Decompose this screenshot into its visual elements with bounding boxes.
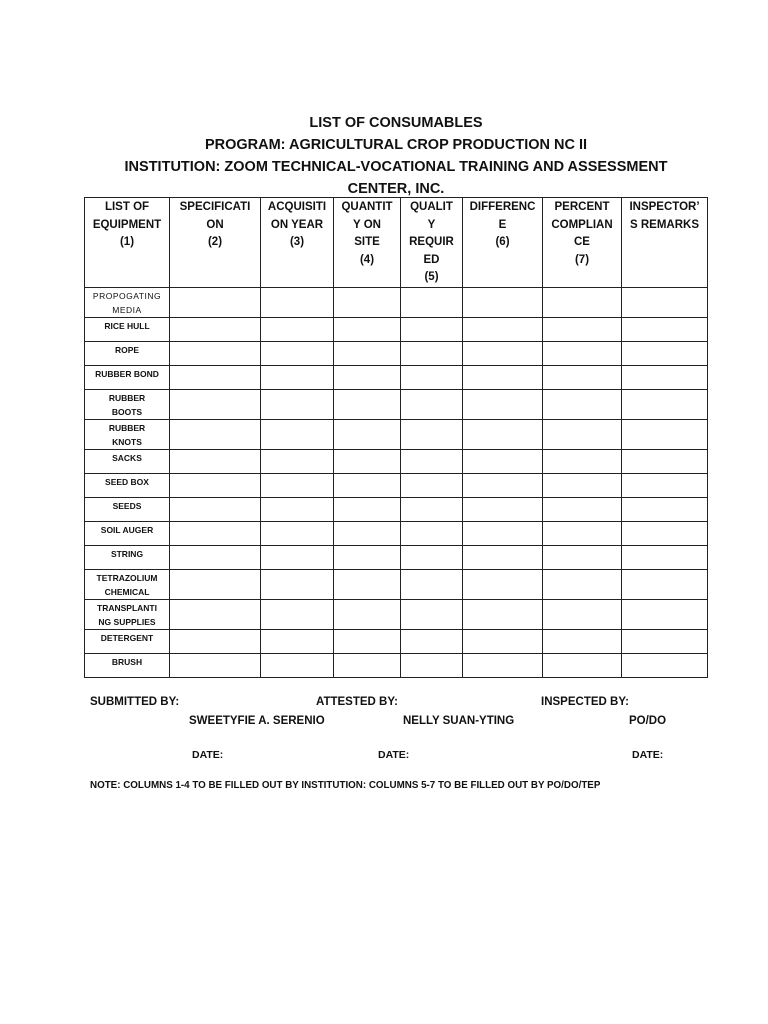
blank-entry-cell[interactable] — [463, 522, 543, 546]
blank-entry-cell[interactable] — [261, 342, 334, 366]
column-header-text: ON YEAR — [270, 218, 324, 231]
blank-entry-cell[interactable] — [543, 600, 622, 630]
blank-entry-cell[interactable] — [622, 288, 708, 318]
equipment-name-text: DETERGENT — [100, 633, 154, 643]
blank-entry-cell[interactable] — [334, 366, 401, 390]
blank-entry-cell[interactable] — [463, 630, 543, 654]
blank-entry-cell[interactable] — [622, 498, 708, 522]
column-header-text: (5) — [424, 271, 439, 283]
equipment-name-text: TETRAZOLIUM — [96, 573, 158, 583]
column-header-4 — [334, 198, 401, 288]
blank-entry-cell[interactable] — [170, 342, 261, 366]
blank-entry-cell[interactable] — [622, 318, 708, 342]
title-line-3: INSTITUTION: ZOOM TECHNICAL-VOCATIONAL TRAINING AND ASSESSMENT — [124, 159, 668, 175]
blank-entry-cell[interactable] — [543, 654, 622, 678]
blank-entry-cell[interactable] — [334, 570, 401, 600]
column-header-text: INSPECTOR’ — [629, 201, 700, 213]
blank-entry-cell[interactable] — [463, 390, 543, 420]
equipment-name-cell — [85, 288, 170, 318]
equipment-name-text: SEED BOX — [105, 477, 149, 487]
table-row — [85, 546, 708, 570]
blank-entry-cell[interactable] — [543, 318, 622, 342]
blank-entry-cell[interactable] — [170, 288, 261, 318]
column-header-text: QUALIT — [410, 201, 453, 213]
column-header-text: (2) — [207, 236, 223, 248]
attested-by-label: ATTESTED BY: — [316, 696, 398, 708]
blank-entry-cell[interactable] — [334, 600, 401, 630]
blank-entry-cell[interactable] — [543, 390, 622, 420]
column-header-6 — [463, 198, 543, 288]
blank-entry-cell[interactable] — [463, 318, 543, 342]
equipment-name-cell — [85, 318, 170, 342]
column-header-text: Y ON — [353, 218, 381, 231]
submitted-date-label: DATE: — [192, 749, 224, 761]
blank-entry-cell[interactable] — [622, 522, 708, 546]
blank-entry-cell[interactable] — [334, 420, 401, 450]
blank-entry-cell[interactable] — [463, 342, 543, 366]
equipment-name-cell — [85, 654, 170, 678]
table-row — [85, 630, 708, 654]
blank-entry-cell[interactable] — [622, 654, 708, 678]
equipment-name-cell — [85, 570, 170, 600]
equipment-name-text: SACKS — [112, 453, 142, 463]
equipment-name-text: BRUSH — [111, 657, 143, 667]
blank-entry-cell[interactable] — [261, 420, 334, 450]
table-row — [85, 288, 708, 318]
blank-entry-cell[interactable] — [622, 390, 708, 420]
equipment-name-text: MEDIA — [112, 305, 142, 315]
blank-entry-cell[interactable] — [170, 318, 261, 342]
blank-entry-cell[interactable] — [463, 546, 543, 570]
blank-entry-cell[interactable] — [261, 366, 334, 390]
blank-entry-cell[interactable] — [261, 522, 334, 546]
inspected-date-label: DATE: — [632, 749, 664, 761]
inspected-by-name: PO/DO — [629, 715, 667, 727]
blank-entry-cell[interactable] — [463, 288, 543, 318]
column-header-8 — [622, 198, 708, 288]
blank-entry-cell[interactable] — [543, 366, 622, 390]
equipment-name-text: RICE HULL — [104, 321, 150, 331]
blank-entry-cell[interactable] — [401, 474, 463, 498]
equipment-name-cell — [85, 420, 170, 450]
blank-entry-cell[interactable] — [334, 390, 401, 420]
equipment-name-cell — [85, 366, 170, 390]
column-header-text: ACQUISITI — [267, 201, 327, 213]
blank-entry-cell[interactable] — [622, 570, 708, 600]
equipment-name-text: RUBBER — [108, 393, 146, 403]
blank-entry-cell[interactable] — [401, 450, 463, 474]
column-header-text: EQUIPMENT — [92, 218, 162, 231]
blank-entry-cell[interactable] — [543, 498, 622, 522]
column-header-text: QUANTIT — [341, 201, 393, 213]
table-header-row — [85, 198, 708, 288]
footer-note: NOTE: COLUMNS 1-4 TO BE FILLED OUT BY INSTITUTION: COLUMNS 5-7 TO BE FILLED OUT BY PO/DO/TEP — [90, 780, 601, 791]
equipment-name-text: KNOTS — [112, 437, 142, 447]
blank-entry-cell[interactable] — [170, 474, 261, 498]
blank-entry-cell[interactable] — [463, 654, 543, 678]
column-header-text: REQUIR — [409, 236, 454, 248]
equipment-name-text: ROPE — [114, 345, 140, 355]
blank-entry-cell[interactable] — [543, 342, 622, 366]
blank-entry-cell[interactable] — [170, 570, 261, 600]
blank-entry-cell[interactable] — [622, 366, 708, 390]
blank-entry-cell[interactable] — [334, 288, 401, 318]
blank-entry-cell[interactable] — [261, 390, 334, 420]
blank-entry-cell[interactable] — [170, 450, 261, 474]
blank-entry-cell[interactable] — [334, 342, 401, 366]
equipment-name-text: SEEDS — [112, 501, 142, 511]
column-header-text: (6) — [495, 236, 510, 248]
table-row — [85, 498, 708, 522]
equipment-name-cell — [85, 522, 170, 546]
blank-entry-cell[interactable] — [463, 570, 543, 600]
equipment-name-cell — [85, 630, 170, 654]
blank-entry-cell[interactable] — [261, 450, 334, 474]
column-header-text: (3) — [289, 236, 305, 248]
equipment-name-cell — [85, 498, 170, 522]
equipment-name-cell — [85, 450, 170, 474]
column-header-text: (7) — [574, 253, 590, 266]
column-header-text: PERCENT — [554, 201, 610, 213]
blank-entry-cell[interactable] — [543, 450, 622, 474]
column-header-text: DIFFERENC — [469, 201, 536, 213]
blank-entry-cell[interactable] — [170, 600, 261, 630]
blank-entry-cell[interactable] — [622, 420, 708, 450]
blank-entry-cell[interactable] — [401, 498, 463, 522]
table-row — [85, 522, 708, 546]
blank-entry-cell[interactable] — [463, 498, 543, 522]
blank-entry-cell[interactable] — [261, 630, 334, 654]
blank-entry-cell[interactable] — [170, 654, 261, 678]
document-title — [84, 112, 708, 200]
blank-entry-cell[interactable] — [463, 366, 543, 390]
equipment-name-text: STRING — [110, 549, 144, 559]
blank-entry-cell[interactable] — [170, 546, 261, 570]
blank-entry-cell[interactable] — [170, 630, 261, 654]
blank-entry-cell[interactable] — [261, 318, 334, 342]
blank-entry-cell[interactable] — [170, 498, 261, 522]
column-header-text: CE — [574, 236, 590, 248]
blank-entry-cell[interactable] — [334, 318, 401, 342]
table-row — [85, 342, 708, 366]
table-row — [85, 450, 708, 474]
column-header-text: COMPLIAN — [551, 218, 613, 231]
title-line-2: PROGRAM: AGRICULTURAL CROP PRODUCTION NC II — [204, 137, 588, 153]
column-header-text: SITE — [354, 236, 380, 248]
blank-entry-cell[interactable] — [543, 288, 622, 318]
column-header-text: (1) — [119, 236, 135, 248]
table-row — [85, 318, 708, 342]
column-header-text: SPECIFICATI — [179, 201, 251, 213]
equipment-name-text: TRANSPLANTI — [97, 603, 157, 613]
table-row — [85, 474, 708, 498]
equipment-name-cell — [85, 600, 170, 630]
equipment-name-text: PROPOGATING — [92, 291, 162, 301]
blank-entry-cell[interactable] — [543, 546, 622, 570]
blank-entry-cell[interactable] — [261, 570, 334, 600]
title-line-4: CENTER, INC. — [347, 181, 445, 197]
column-header-5 — [401, 198, 463, 288]
equipment-name-text: NG SUPPLIES — [98, 617, 156, 627]
blank-entry-cell[interactable] — [261, 654, 334, 678]
blank-entry-cell[interactable] — [463, 600, 543, 630]
blank-entry-cell[interactable] — [401, 342, 463, 366]
table-row — [85, 420, 708, 450]
blank-entry-cell[interactable] — [170, 522, 261, 546]
blank-entry-cell[interactable] — [463, 474, 543, 498]
blank-entry-cell[interactable] — [622, 546, 708, 570]
column-header-text: Y — [427, 218, 436, 231]
consumables-table — [84, 197, 708, 678]
table-row — [85, 390, 708, 420]
blank-entry-cell[interactable] — [463, 420, 543, 450]
equipment-name-cell — [85, 390, 170, 420]
table-row — [85, 366, 708, 390]
blank-entry-cell[interactable] — [543, 474, 622, 498]
attested-date-label: DATE: — [378, 749, 410, 761]
blank-entry-cell[interactable] — [622, 474, 708, 498]
blank-entry-cell[interactable] — [261, 498, 334, 522]
blank-entry-cell[interactable] — [261, 600, 334, 630]
blank-entry-cell[interactable] — [334, 474, 401, 498]
blank-entry-cell[interactable] — [543, 522, 622, 546]
table-body — [85, 288, 708, 678]
column-header-7 — [543, 198, 622, 288]
submitted-by-name: SWEETYFIE A. SERENIO — [189, 715, 325, 727]
submitted-by-label: SUBMITTED BY: — [90, 696, 180, 708]
column-header-text: E — [498, 218, 507, 231]
blank-entry-cell[interactable] — [463, 450, 543, 474]
blank-entry-cell[interactable] — [622, 600, 708, 630]
blank-entry-cell[interactable] — [170, 366, 261, 390]
column-header-3 — [261, 198, 334, 288]
blank-entry-cell[interactable] — [170, 420, 261, 450]
equipment-name-cell — [85, 474, 170, 498]
blank-entry-cell[interactable] — [543, 420, 622, 450]
column-header-text: ON — [206, 218, 224, 231]
equipment-name-text: BOOTS — [111, 407, 143, 417]
column-header-text: LIST OF — [104, 201, 150, 213]
equipment-name-cell — [85, 546, 170, 570]
blank-entry-cell[interactable] — [170, 390, 261, 420]
column-header-text: S REMARKS — [629, 218, 699, 231]
column-header-text: (4) — [359, 253, 375, 266]
equipment-name-text: SOIL AUGER — [100, 525, 154, 535]
blank-entry-cell[interactable] — [334, 522, 401, 546]
blank-entry-cell[interactable] — [401, 288, 463, 318]
blank-entry-cell[interactable] — [401, 420, 463, 450]
blank-entry-cell[interactable] — [401, 600, 463, 630]
blank-entry-cell[interactable] — [261, 288, 334, 318]
blank-entry-cell[interactable] — [261, 546, 334, 570]
blank-entry-cell[interactable] — [401, 570, 463, 600]
blank-entry-cell[interactable] — [622, 450, 708, 474]
blank-entry-cell[interactable] — [622, 630, 708, 654]
table-row — [85, 600, 708, 630]
inspected-by-label: INSPECTED BY: — [541, 696, 629, 708]
equipment-name-text: RUBBER — [108, 423, 146, 433]
blank-entry-cell[interactable] — [334, 654, 401, 678]
blank-entry-cell[interactable] — [334, 498, 401, 522]
blank-entry-cell[interactable] — [543, 570, 622, 600]
blank-entry-cell[interactable] — [401, 546, 463, 570]
blank-entry-cell[interactable] — [334, 546, 401, 570]
blank-entry-cell[interactable] — [622, 342, 708, 366]
equipment-name-cell — [85, 342, 170, 366]
blank-entry-cell[interactable] — [334, 450, 401, 474]
blank-entry-cell[interactable] — [543, 630, 622, 654]
column-header-text: ED — [423, 253, 440, 266]
table-row — [85, 570, 708, 600]
blank-entry-cell[interactable] — [401, 654, 463, 678]
equipment-name-text: RUBBER BOND — [95, 369, 159, 379]
blank-entry-cell[interactable] — [334, 630, 401, 654]
title-line-1: LIST OF CONSUMABLES — [309, 115, 483, 131]
column-header-2 — [170, 198, 261, 288]
blank-entry-cell[interactable] — [401, 318, 463, 342]
table-row — [85, 654, 708, 678]
blank-entry-cell[interactable] — [401, 522, 463, 546]
blank-entry-cell[interactable] — [261, 474, 334, 498]
attested-by-name: NELLY SUAN-YTING — [403, 715, 515, 727]
column-header-1 — [85, 198, 170, 288]
blank-entry-cell[interactable] — [401, 630, 463, 654]
blank-entry-cell[interactable] — [401, 390, 463, 420]
blank-entry-cell[interactable] — [401, 366, 463, 390]
equipment-name-text: CHEMICAL — [104, 587, 150, 597]
